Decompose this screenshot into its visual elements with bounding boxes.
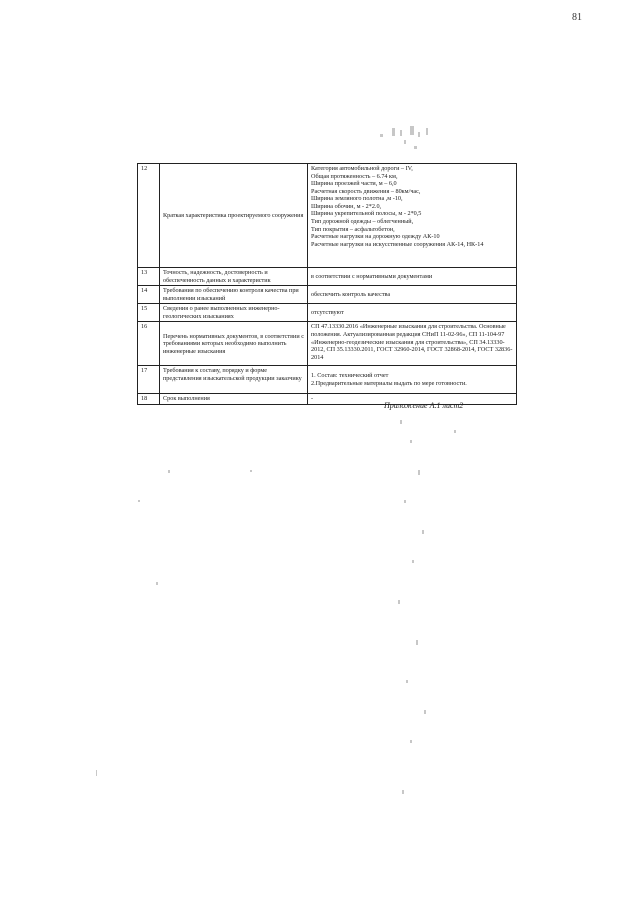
row-name: Краткая характеристика проектируемого сооружения xyxy=(160,164,308,268)
value-line: Расчетные нагрузки на искусственные сооружения АК-14, НК-14 xyxy=(311,240,484,248)
table-row xyxy=(138,286,517,304)
row-name: Сведения о ранее выполненных инженерно-геологических изысканиях xyxy=(160,304,308,322)
value-line: Категория автомобильной дороги – IV, xyxy=(311,165,413,172)
page-number: 81 xyxy=(572,12,582,23)
table-row xyxy=(138,268,517,286)
value-line: 2.Предварительные материалы выдать по мере готовности. xyxy=(311,379,467,387)
value-line: Тип покрытия – асфальтобетон, xyxy=(311,225,395,233)
row-number: 14 xyxy=(138,286,160,304)
value-line: Расчетные нагрузки на дорожную одежду АК-10 xyxy=(311,233,440,241)
table-row xyxy=(138,366,517,394)
row-number: 15 xyxy=(138,304,160,322)
row-name: Требования по обеспечению контроля качества при выполнении изысканий xyxy=(160,286,308,304)
table-row xyxy=(138,322,517,366)
value-line: Общая протяженность – 6.74 км, xyxy=(311,172,398,180)
value-line: Ширина укрепительной полосы, м - 2*0,5 xyxy=(311,210,422,218)
value-line: Ширина проезжей части, м – 6,0 xyxy=(311,180,397,188)
row-value: СП 47.13330.2016 «Инженерные изыскания для строительства. Основные положения. Актуализированная редакция СНиП 11-02-96», СП 11-104-97 «Инженерно-геодезические изыскания для строительства», СП 34.13330-2012, СП 35.13330.2011, ГОСТ 32960-2014, ГОСТ 32868-2014, ГОСТ 32836-2014 xyxy=(308,322,517,366)
row-name: Точность, надежность, достоверность и обеспеченность данных и характеристик xyxy=(160,268,308,286)
row-name: Требования к составу, порядку и форме представления изыскательской продукции заказчику xyxy=(160,366,308,394)
value-line: Тип дорожной одежды – облегченный, xyxy=(311,217,414,225)
row-value xyxy=(308,366,517,394)
row-number: 17 xyxy=(138,366,160,394)
row-name: Срок выполнения xyxy=(160,394,308,405)
row-number: 13 xyxy=(138,268,160,286)
row-number: 12 xyxy=(138,164,160,268)
value-line: Ширина обочин, м - 2*2.0, xyxy=(311,202,382,210)
row-number: 16 xyxy=(138,322,160,366)
appendix-caption: Приложение А.1 лист2 xyxy=(384,401,464,410)
row-value: обеспечить контроль качества xyxy=(308,286,517,304)
value-line: Расчетная скорость движения – 80км/час, xyxy=(311,187,421,195)
table-row xyxy=(138,304,517,322)
row-value: отсутствуют xyxy=(308,304,517,322)
value-line: Ширина земляного полотна ,м -10, xyxy=(311,195,403,203)
row-value xyxy=(308,164,517,268)
row-value: - xyxy=(308,394,517,405)
table-row xyxy=(138,164,517,268)
row-number: 18 xyxy=(138,394,160,405)
value-line: 1. Состав: технический отчет xyxy=(311,372,389,380)
row-value: в соответствии с нормативными документами xyxy=(308,268,517,286)
requirements-table xyxy=(137,163,517,405)
row-name: Перечень нормативных документов, в соответствии с требованиями которых необходимо выполнить инженерные изыскания xyxy=(160,322,308,366)
